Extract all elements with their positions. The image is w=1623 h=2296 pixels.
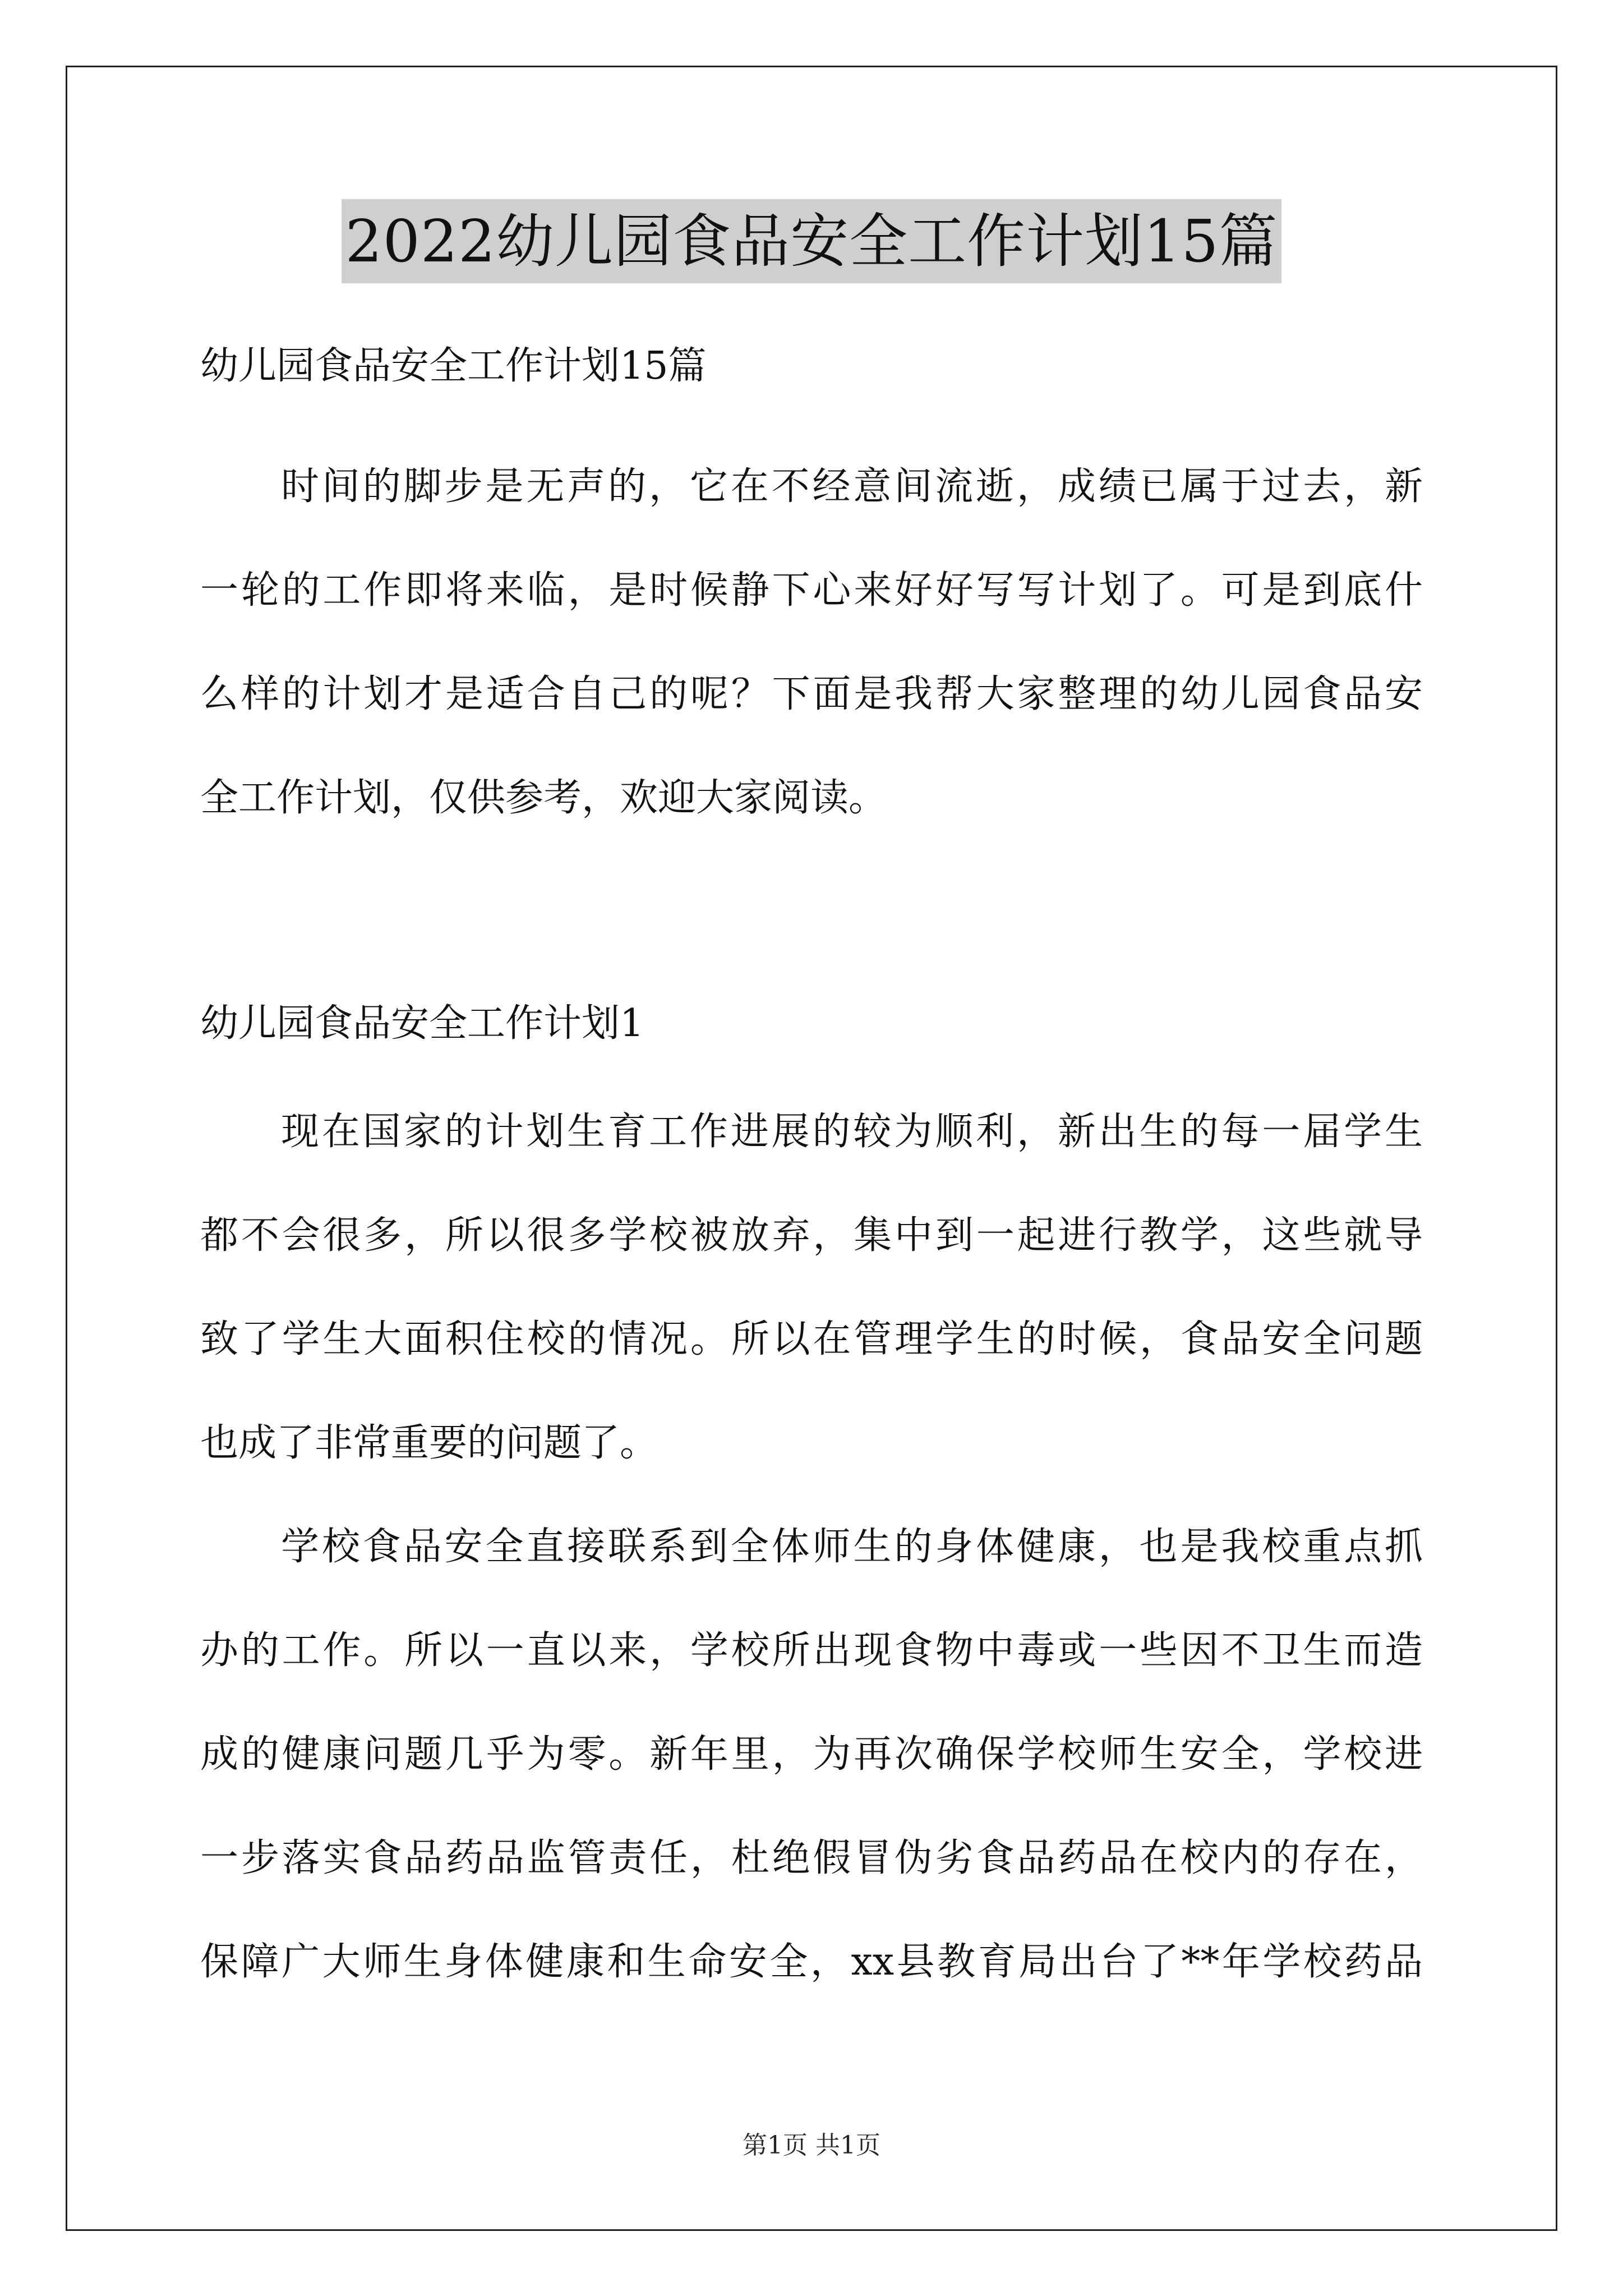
section1-p2-line-4: 一步落实食品药品监管责任，杜绝假冒伪劣食品药品在校内的存在， [200, 1836, 1423, 1880]
intro-line-3: 么样的计划才是适合自己的呢？下面是我帮大家整理的幼儿园食品安 [200, 672, 1423, 716]
section1-heading: 幼儿园食品安全工作计划1 [200, 1001, 644, 1046]
intro-line-1: 时间的脚步是无声的，它在不经意间流逝，成绩已属于过去，新 [281, 464, 1423, 509]
section1-p1-line-3: 致了学生大面积住校的情况。所以在管理学生的时候，食品安全问题 [200, 1317, 1423, 1361]
section1-p2-line-3: 成的健康问题几乎为零。新年里，为再次确保学校师生安全，学校进 [200, 1732, 1423, 1777]
section1-p2-line-2: 办的工作。所以一直以来，学校所出现食物中毒或一些因不卫生而造 [200, 1628, 1423, 1673]
page-footer [0, 2129, 1623, 2162]
intro-line-4: 全工作计划，仅供参考，欢迎大家阅读。 [200, 776, 887, 820]
subtitle-block [200, 314, 1423, 418]
section1-p1-line-1: 现在国家的计划生育工作进展的较为顺利，新出生的每一届学生 [281, 1110, 1423, 1154]
document-title: 2022幼儿园食品安全工作计划15篇 [342, 199, 1281, 283]
section1-p2-line-5: 保障广大师生身体健康和生命安全，xx县教育局出台了**年学校药品 [200, 1940, 1423, 1984]
section1-p2-line-1: 学校食品安全直接联系到全体师生的身体健康，也是我校重点抓 [281, 1525, 1423, 1569]
section1-p1-line-2: 都不会很多，所以很多学校被放弃，集中到一起进行教学，这些就导 [200, 1213, 1423, 1258]
intro-line-2: 一轮的工作即将来临，是时候静下心来好好写写计划了。可是到底什 [200, 568, 1423, 613]
section1-paragraph-2 [200, 1495, 1423, 2014]
document-subtitle: 幼儿园食品安全工作计划15篇 [200, 344, 707, 388]
section1-heading-block [200, 972, 1423, 1075]
section1-paragraph-1 [200, 1080, 1423, 1495]
page-number: 第1页 共1页 [743, 2131, 880, 2160]
intro-paragraph [200, 435, 1423, 850]
title-block [0, 199, 1623, 283]
section1-p1-line-4: 也成了非常重要的问题了。 [200, 1421, 658, 1465]
